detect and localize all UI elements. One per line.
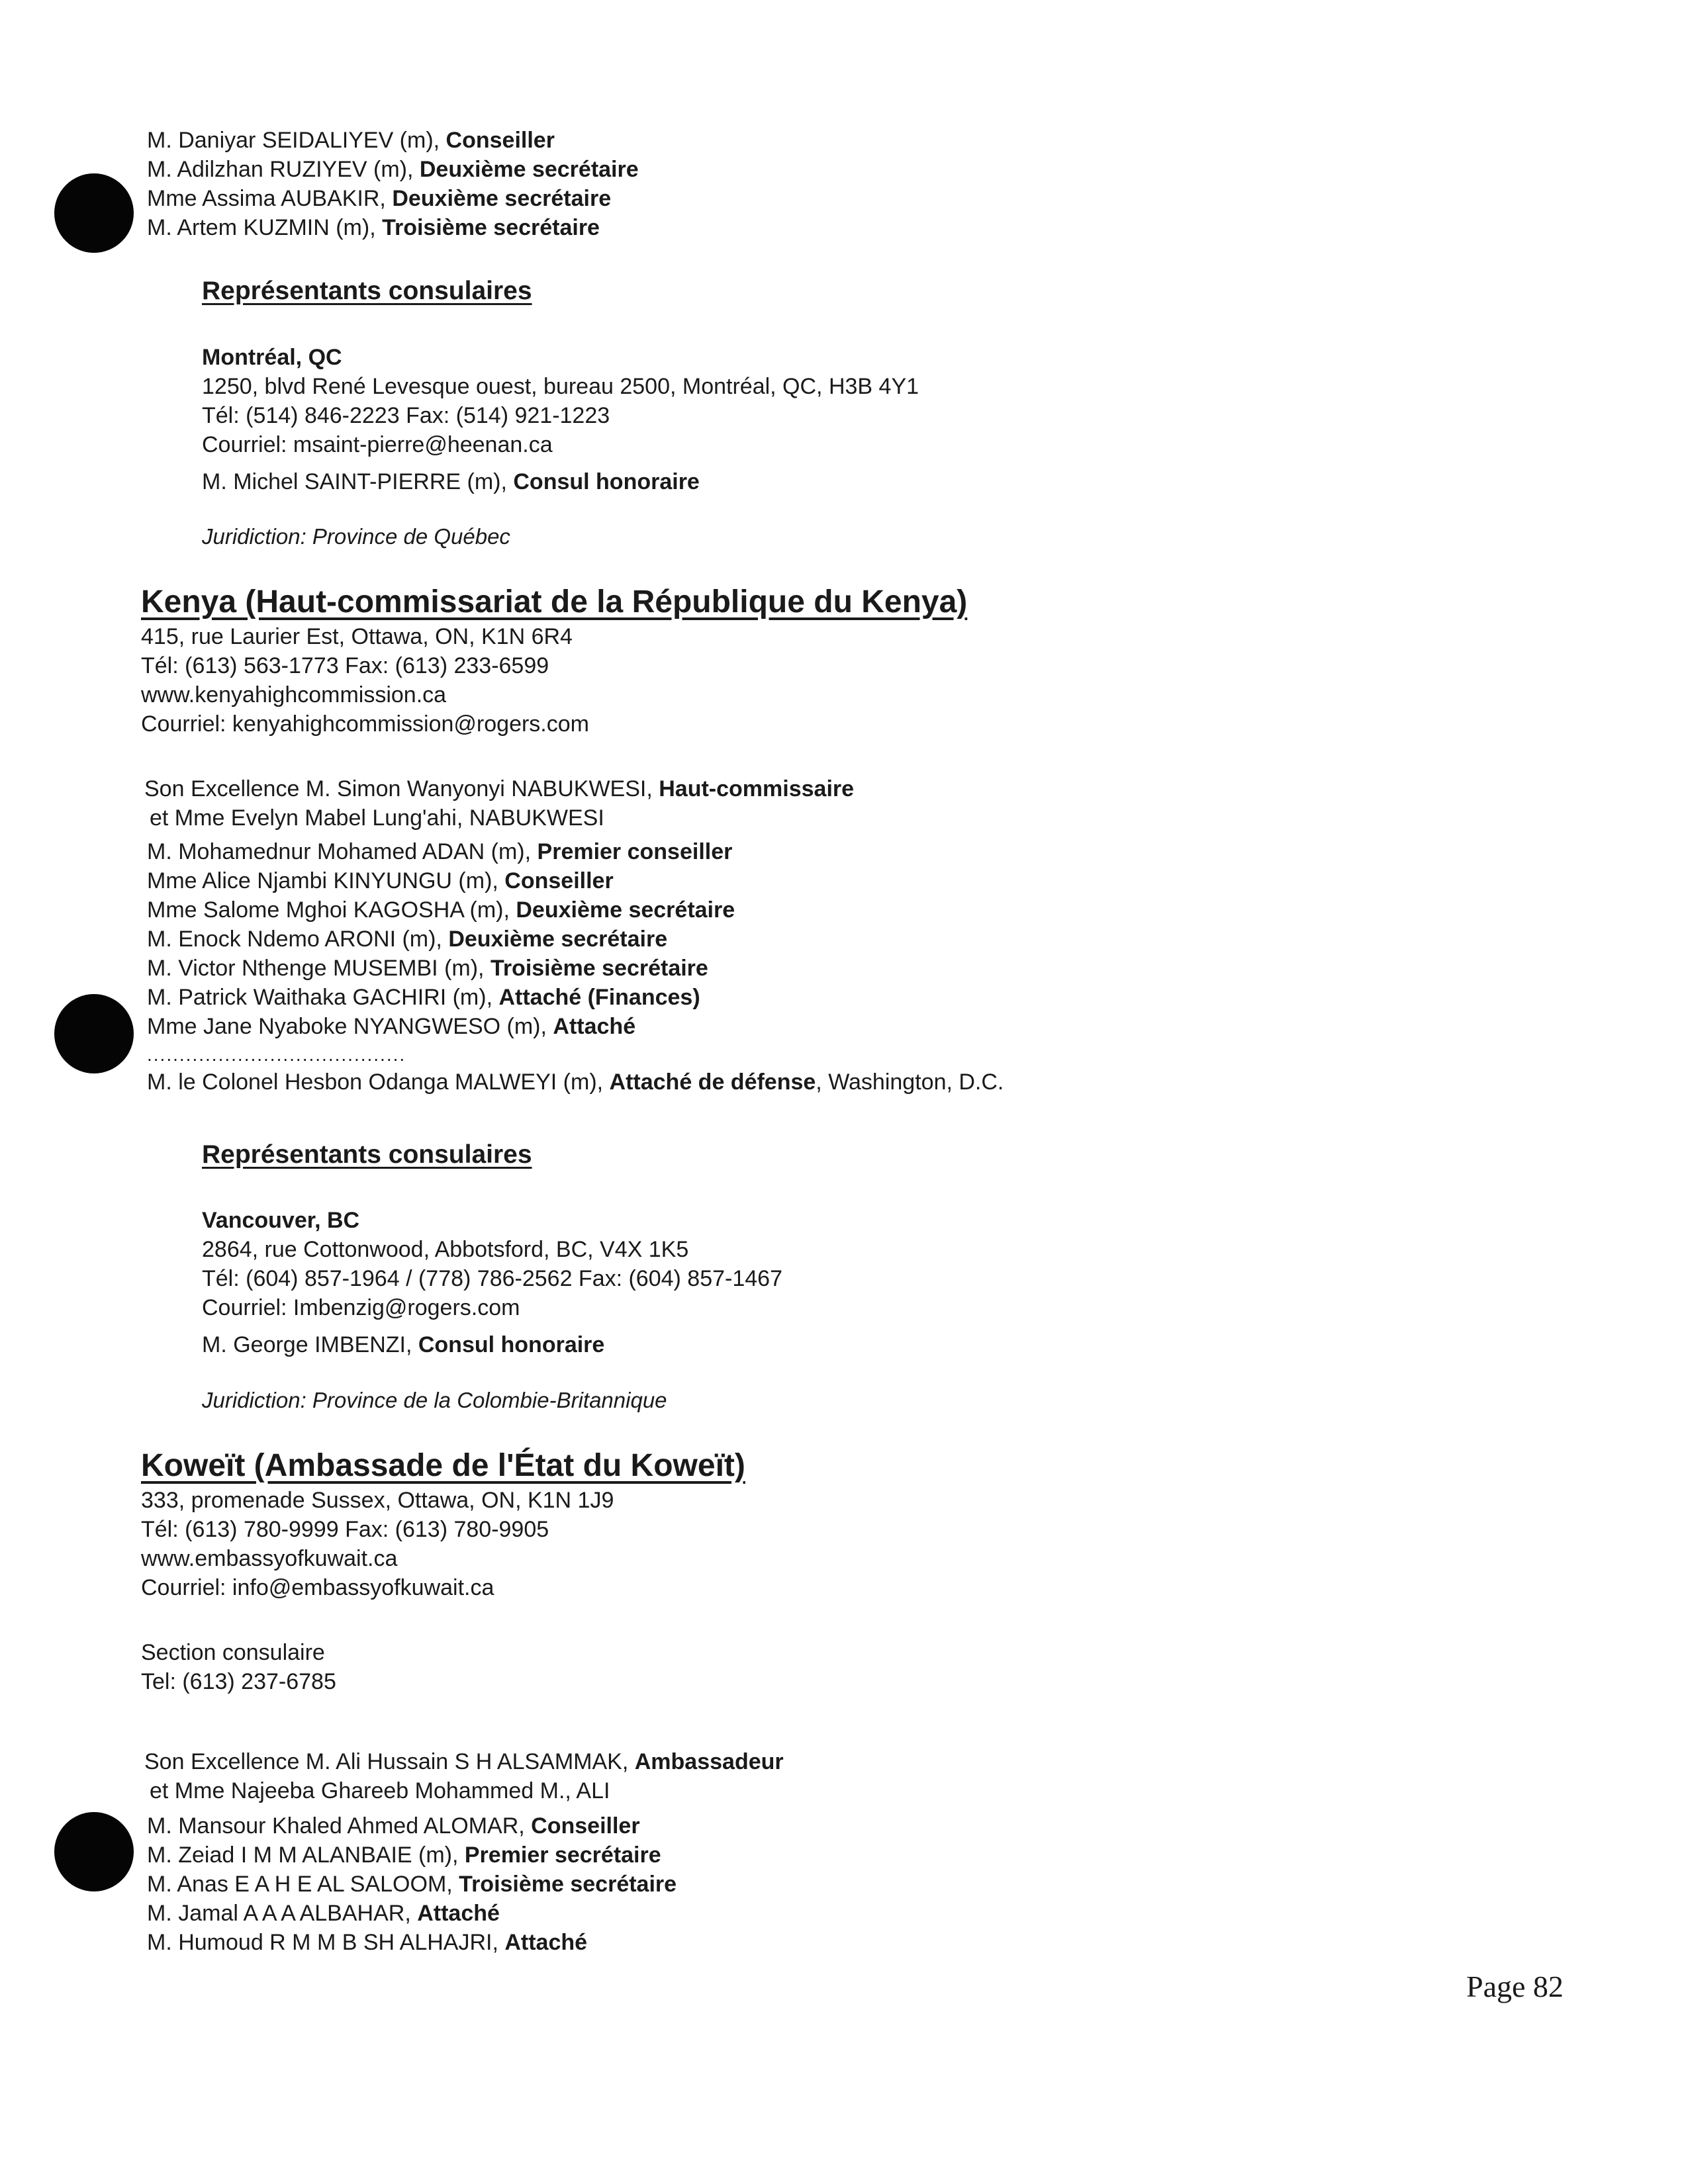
kuwait-head-of-mission [144, 1747, 784, 1805]
kenya-contact-block [141, 622, 589, 739]
kenya-staff-list [147, 837, 1004, 1097]
montreal-consular-block [202, 343, 919, 496]
consular-section-phone: Tel: (613) 237-6785 [141, 1669, 336, 1694]
staff-line: M. Victor Nthenge MUSEMBI (m), Troisième secrétaire [147, 956, 708, 981]
country-heading-kenya: Kenya (Haut-commissariat de la République du Kenya) [141, 584, 968, 619]
staff-line: M. Anas E A H E AL SALOOM, Troisième secrétaire [147, 1872, 677, 1897]
consular-section-label: Section consulaire [141, 1640, 325, 1665]
staff-line: M. Zeiad I M M ALANBAIE (m), Premier secrétaire [147, 1843, 661, 1868]
consular-email: Courriel: msaint-pierre@heenan.ca [202, 432, 553, 457]
vancouver-consular-block [202, 1206, 782, 1359]
consular-email: Courriel: Imbenzig@rogers.com [202, 1295, 520, 1320]
staff-line: Mme Jane Nyaboke NYANGWESO (m), Attaché [147, 1014, 636, 1039]
punch-hole-middle [54, 994, 134, 1073]
mission-phone: Tél: (613) 780-9999 Fax: (613) 780-9905 [141, 1517, 549, 1542]
consular-city: Montréal, QC [202, 345, 342, 370]
consul-line: M. Michel SAINT-PIERRE (m), Consul honoraire [202, 469, 700, 494]
mission-website: www.kenyahighcommission.ca [141, 682, 447, 707]
consular-address: 2864, rue Cottonwood, Abbotsford, BC, V4X 1K5 [202, 1237, 689, 1262]
defense-attache-line: M. le Colonel Hesbon Odanga MALWEYI (m), Attaché de défense, Washington, D.C. [147, 1069, 1004, 1095]
mission-address: 415, rue Laurier Est, Ottawa, ON, K1N 6R4 [141, 624, 573, 649]
staff-line: M. Humoud R M M B SH ALHAJRI, Attaché [147, 1930, 588, 1955]
consular-jurisdiction: Juridiction: Province de la Colombie-Britannique [202, 1388, 667, 1412]
head-of-mission-line: Son Excellence M. Simon Wanyonyi NABUKWESI, Haut-commissaire [144, 776, 855, 801]
staff-line: M. Adilzhan RUZIYEV (m), Deuxième secrétaire [147, 157, 639, 182]
staff-line: M. Mohamednur Mohamed ADAN (m), Premier conseiller [147, 839, 733, 864]
kuwait-contact-block [141, 1486, 614, 1602]
dotted-separator: ........................................ [147, 1044, 406, 1065]
page-number: Page 82 [1466, 1970, 1564, 2003]
mission-email: Courriel: kenyahighcommission@rogers.com [141, 711, 589, 737]
staff-line: M. Artem KUZMIN (m), Troisième secrétaire [147, 215, 600, 240]
consular-address: 1250, blvd René Levesque ouest, bureau 2500, Montréal, QC, H3B 4Y1 [202, 374, 919, 399]
staff-line: M. Daniyar SEIDALIYEV (m), Conseiller [147, 128, 555, 153]
staff-line: M. Mansour Khaled Ahmed ALOMAR, Conseiller [147, 1813, 640, 1839]
staff-line: M. Jamal A A A ALBAHAR, Attaché [147, 1901, 500, 1926]
punch-hole-top [54, 173, 134, 253]
mission-address: 333, promenade Sussex, Ottawa, ON, K1N 1J9 [141, 1488, 614, 1513]
punch-hole-bottom [54, 1812, 134, 1891]
staff-line: Mme Alice Njambi KINYUNGU (m), Conseiller [147, 868, 614, 893]
kenya-head-of-mission [144, 774, 854, 833]
head-of-mission-line: Son Excellence M. Ali Hussain S H ALSAMMAK, Ambassadeur [144, 1749, 784, 1774]
staff-line: M. Patrick Waithaka GACHIRI (m), Attaché (Finances) [147, 985, 700, 1010]
consular-phone: Tél: (604) 857-1964 / (778) 786-2562 Fax: (604) 857-1467 [202, 1266, 782, 1291]
kuwait-consular-section [141, 1638, 336, 1696]
mission-phone: Tél: (613) 563-1773 Fax: (613) 233-6599 [141, 653, 549, 678]
consular-phone: Tél: (514) 846-2223 Fax: (514) 921-1223 [202, 403, 610, 428]
spouse-line: et Mme Najeeba Ghareeb Mohammed M., ALI [150, 1778, 610, 1803]
kuwait-staff-list [147, 1811, 677, 1957]
mission-website: www.embassyofkuwait.ca [141, 1546, 398, 1571]
consular-jurisdiction: Juridiction: Province de Québec [202, 524, 510, 549]
country-heading-kuwait: Koweït (Ambassade de l'État du Koweït) [141, 1448, 745, 1483]
mission-email: Courriel: info@embassyofkuwait.ca [141, 1575, 494, 1600]
kazakhstan-staff-list [147, 126, 639, 242]
staff-line: Mme Salome Mghoi KAGOSHA (m), Deuxième secrétaire [147, 897, 735, 923]
consul-line: M. George IMBENZI, Consul honoraire [202, 1332, 605, 1357]
consular-heading: Représentants consulaires [202, 277, 532, 305]
consular-heading: Représentants consulaires [202, 1140, 532, 1169]
staff-line: M. Enock Ndemo ARONI (m), Deuxième secrétaire [147, 927, 668, 952]
staff-line: Mme Assima AUBAKIR, Deuxième secrétaire [147, 186, 612, 211]
spouse-line: et Mme Evelyn Mabel Lung'ahi, NABUKWESI [150, 805, 604, 831]
consular-city: Vancouver, BC [202, 1208, 360, 1233]
